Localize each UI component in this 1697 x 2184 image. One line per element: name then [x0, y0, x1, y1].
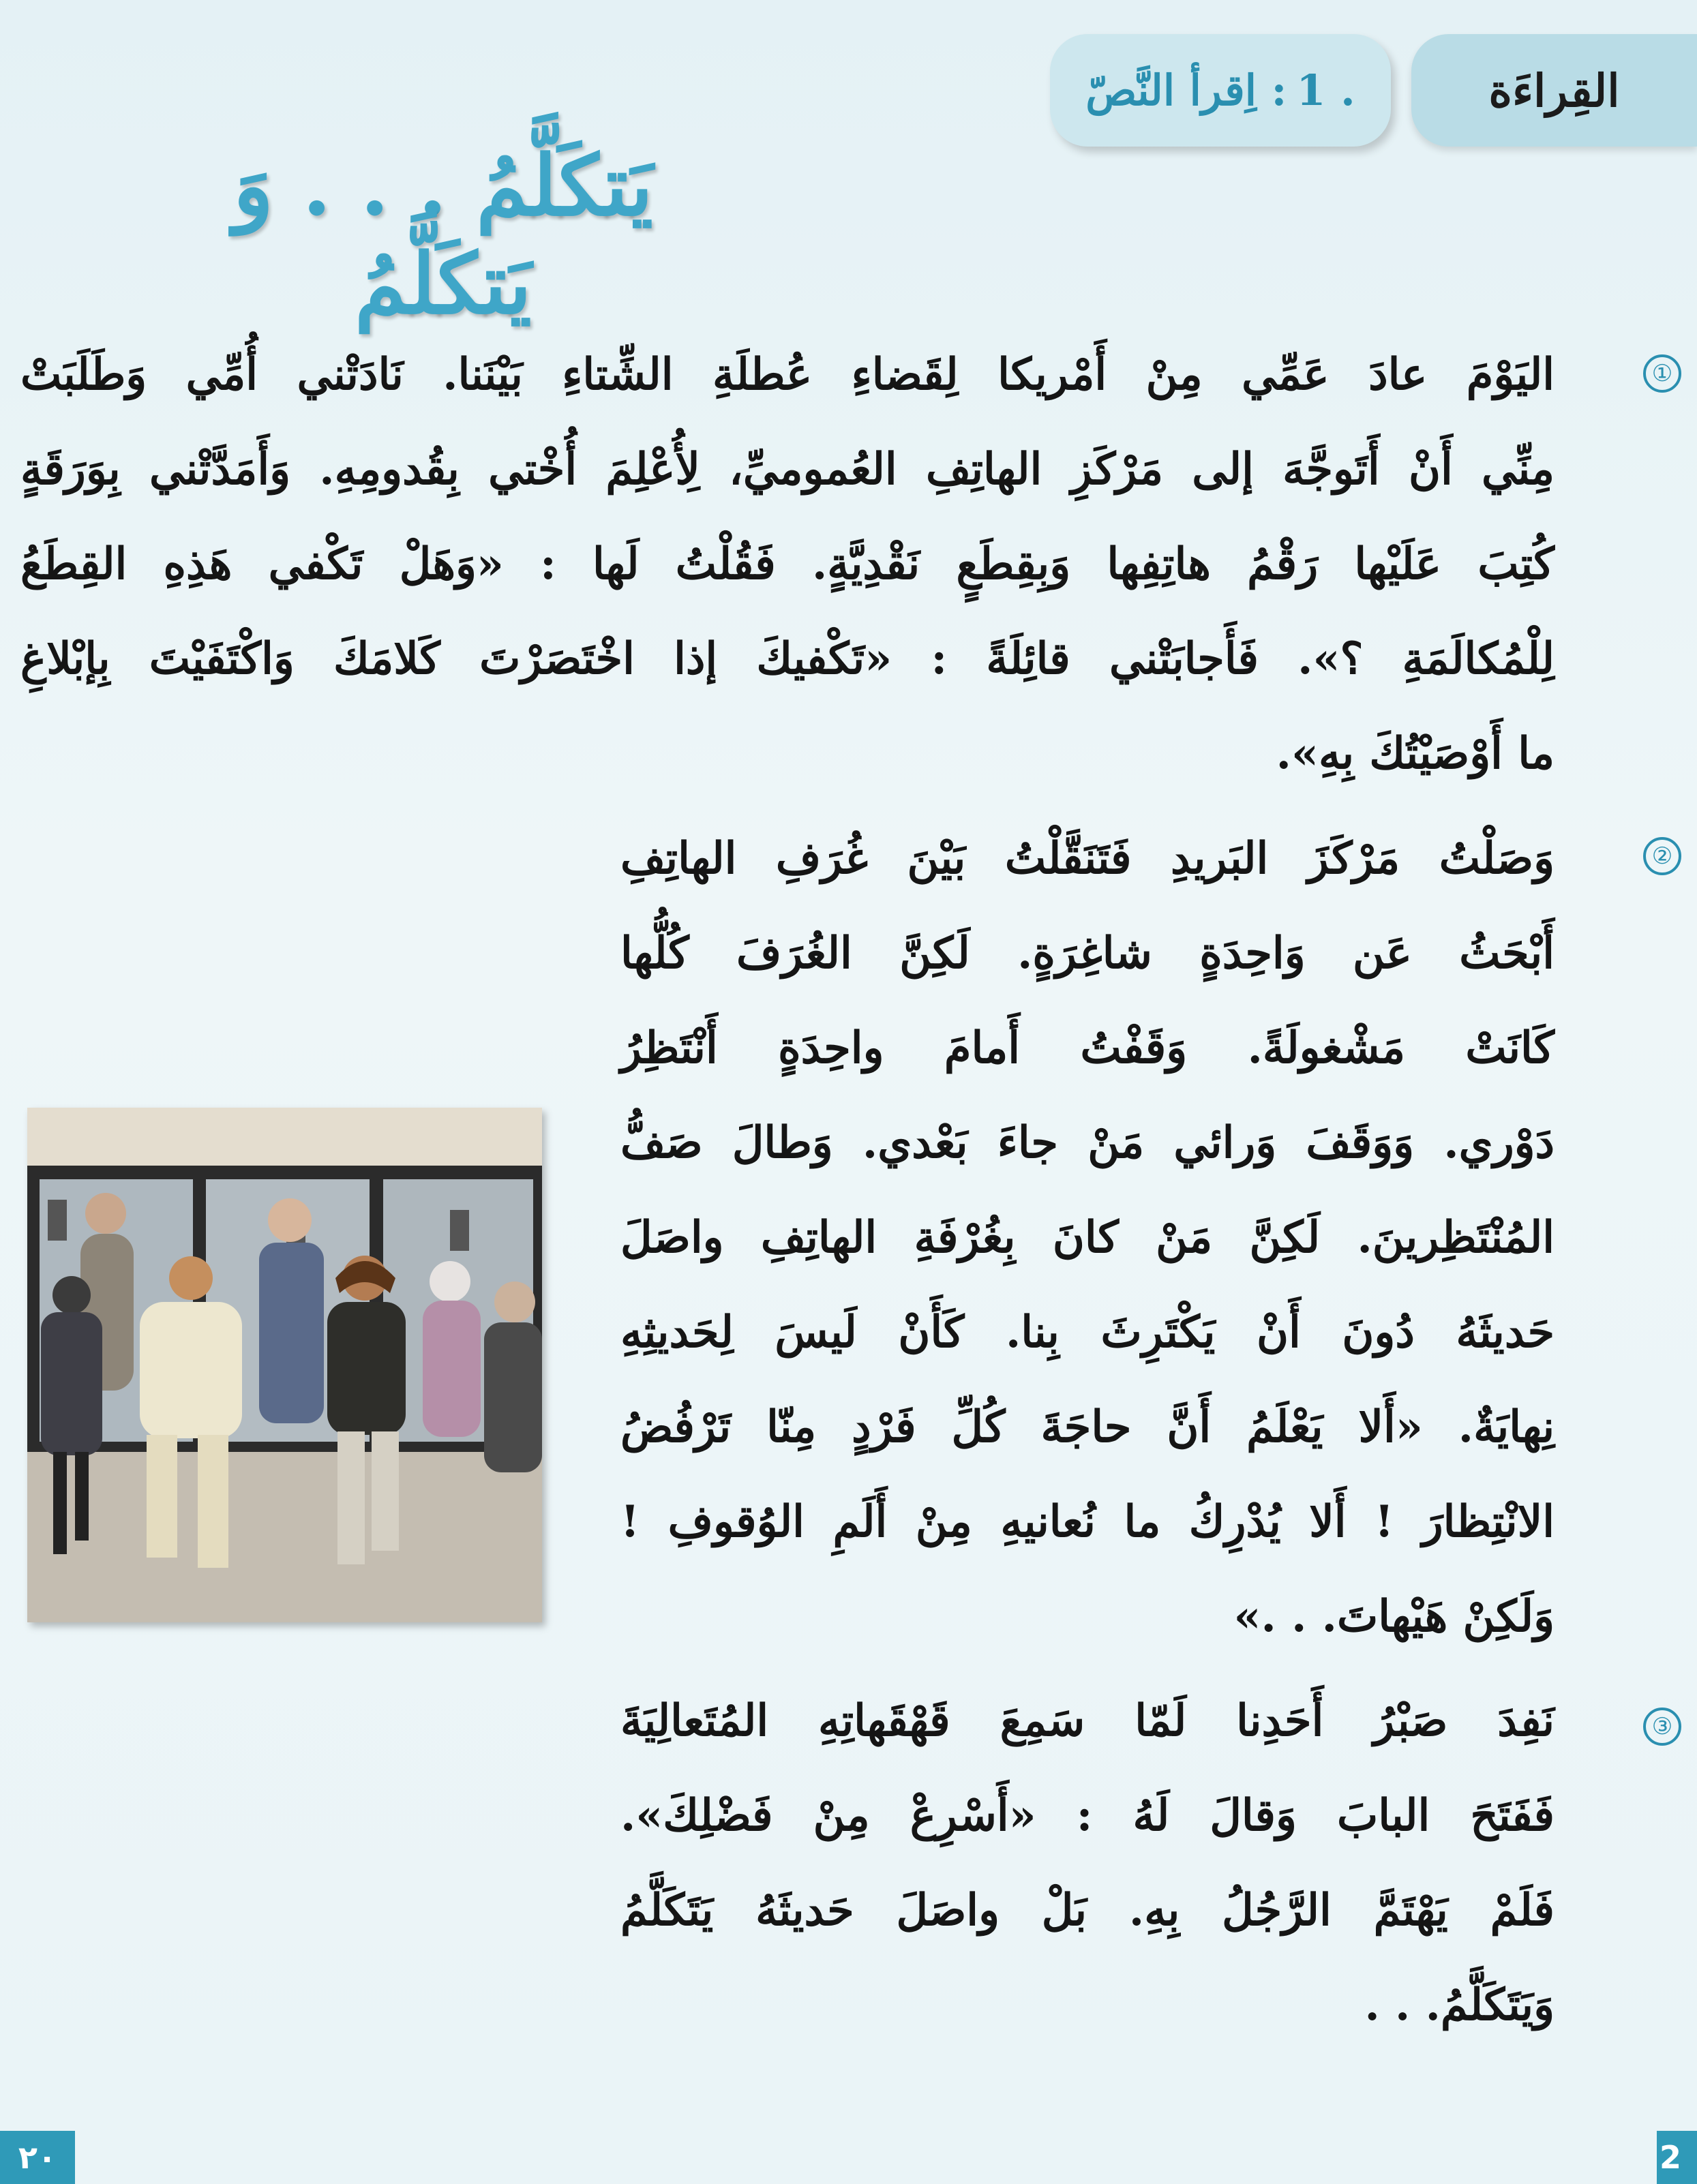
section-tab[interactable] — [1411, 34, 1697, 147]
lesson-tab-number: 1 . — [1296, 65, 1355, 115]
paragraph-marker-1: ① — [1643, 354, 1681, 393]
text-line: اليَوْمَ عادَ عَمِّي مِنْ أَمْريكا لِقَضاءِ عُطلَةِ الشِّتاءِ بَيْنَنا. نَادَتْني أُمِّي وَطَلَبَتْ — [20, 349, 1555, 400]
text-line: كَانَتْ مَشْغولَةً. وَقَفْتُ أَمامَ واحِدَةٍ أَنْتَظِرُ — [620, 1022, 1555, 1074]
text-line: فَفَتَحَ البابَ وَقالَ لَهُ : «أَسْرِعْ مِنْ فَضْلِكَ». — [620, 1790, 1555, 1841]
paragraph-2 — [620, 811, 1555, 1664]
text-line: حَديثَهُ دُونَ أَنْ يَكْتَرِثَ بِنا. كَأَنْ لَيسَ لِحَديثِهِ — [620, 1307, 1555, 1358]
text-line: مِنِّي أَنْ أَتَوجَّهَ إلى مَرْكَزِ الهاتِفِ العُموميِّ، لِأُعْلِمَ أُخْتي بِقُدومِهِ. وَأَمَدَّتْني بِوَرَقَةٍ — [20, 444, 1555, 495]
paragraph-marker-2: ② — [1643, 837, 1681, 875]
lesson-tab-label: اِقرأ النَّصّ : — [1085, 65, 1287, 115]
text-line: دَوْري. وَوَقَفَ وَرائي مَنْ جاءَ بَعْدي. وَطالَ صَفُّ — [620, 1117, 1555, 1168]
lesson-title: يَتكَلَّمُ . . . وَ يَتكَلَّمُ — [233, 136, 653, 333]
text-line: كُتِبَ عَلَيْها رَقْمُ هاتِفِها وَبِقِطَعٍ نَقْدِيَّةٍ. فَقُلْتُ لَها : «وَهَلْ تَكْفي هَذِهِ القِطَعُ — [20, 539, 1555, 590]
phone-booth-illustration — [27, 1108, 542, 1622]
paragraph-1 — [20, 327, 1555, 801]
text-line: وَصَلْتُ مَرْكَزَ البَريدِ فَتَنَقَّلْتُ بَيْنَ غُرَفِ الهاتِفِ — [620, 833, 1555, 884]
text-line: فَلَمْ يَهْتَمَّ الرَّجُلُ بِهِ. بَلْ واصَلَ حَديثَهُ يَتَكَلَّمُ — [620, 1885, 1555, 1936]
text-line: نِهايَةٌ. «أَلا يَعْلَمُ أَنَّ حاجَةَ كُلِّ فَرْدٍ مِنّا تَرْفُضُ — [620, 1401, 1555, 1453]
section-tab-label: القِراءَة — [1488, 63, 1620, 117]
lesson-tab[interactable] — [1050, 34, 1391, 147]
paragraph-3 — [620, 1673, 1555, 2052]
text-line: نَفِدَ صَبْرُ أَحَدِنا لَمّا سَمِعَ قَهْقَهاتِهِ المُتَعالِيَةَ — [620, 1695, 1555, 1746]
text-line: وَلَكِنْ هَيْهاتَ. . .» — [1233, 1591, 1555, 1642]
text-line: لِلْمُكالَمَةِ ؟». فَأَجابَتْني قائِلَةً : «تَكْفيكَ إذا اخْتَصَرْتَ كَلامَكَ وَاكْتَفَيْتَ بِإبْلاغِ — [20, 633, 1555, 684]
text-line: المُنْتَظِرينَ. لَكِنَّ مَنْ كانَ بِغُرْفَةِ الهاتِفِ واصَلَ — [620, 1212, 1555, 1263]
paragraph-marker-3: ③ — [1643, 1708, 1681, 1746]
text-line: ما أَوْصَيْتُكَ بِهِ». — [1276, 728, 1555, 779]
next-page-edge: 2 — [1657, 2131, 1697, 2184]
text-line: أَبْحَثُ عَن وَاحِدَةٍ شاغِرَةٍ. لَكِنَّ الغُرَفَ كُلُّها — [620, 928, 1555, 979]
text-line: وَيَتَكَلَّمُ. . . — [1364, 1980, 1555, 2031]
page-number: ٢٠ — [0, 2131, 75, 2184]
text-line: الانْتِظارَ ! أَلا يُدْرِكُ ما نُعانيهِ مِنْ أَلَمِ الوُقوفِ ! — [620, 1496, 1555, 1547]
